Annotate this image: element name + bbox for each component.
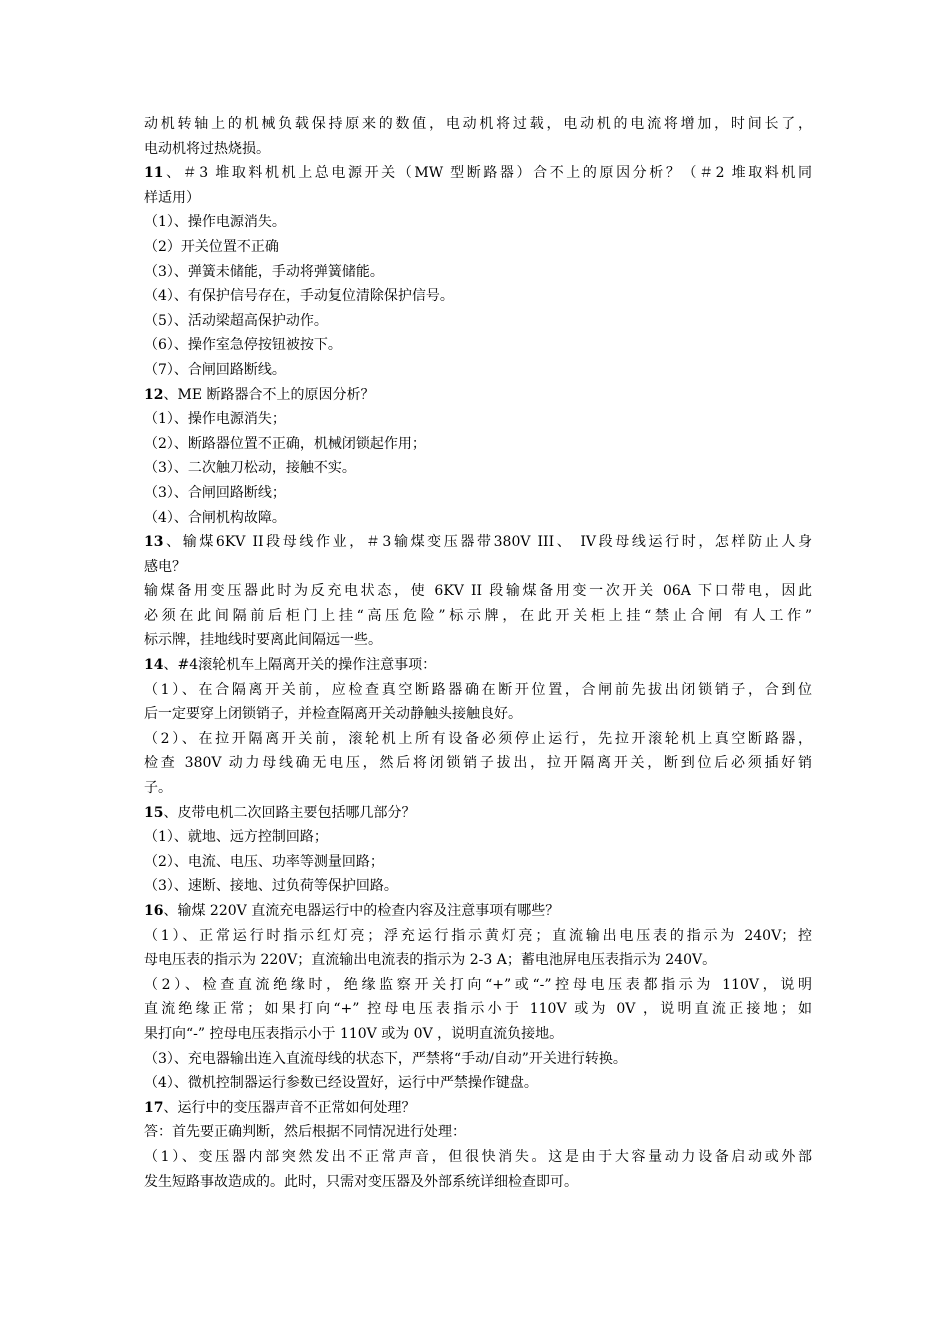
list-item: （4）、微机控制器运行参数已经设置好，运行中严禁操作键盘。 — [144, 1075, 538, 1092]
answer-intro: 答：首先要正确判断，然后根据不同情况进行处理： — [144, 1124, 466, 1141]
list-item: （2）、在拉开隔离开关前，滚轮机上所有设备必须停止运行，先拉开滚轮机上真空断路器， — [144, 730, 812, 747]
list-item: （2）、检查直流绝缘时，绝缘监察开关打向“+”或“-”控母电压表都指示为 110V，说明 — [144, 976, 812, 993]
text-line: 检查 380V 动力母线确无电压，然后将闭锁销子拔出，拉开隔离开关，断到位后必须插好销 — [144, 755, 812, 772]
list-item: （3）、速断、接地、过负荷等保护回路。 — [144, 878, 398, 895]
text-line: 标示牌，挂地线时要离此间隔远一些。 — [144, 632, 382, 649]
text-line: 输煤备用变压器此时为反充电状态，使 6KV II 段输煤备用变一次开关 06A 下口带电，因此 — [144, 583, 812, 600]
text-line: 感电？ — [144, 558, 186, 575]
list-item: （3）、合闸回路断线； — [144, 484, 286, 501]
question-heading-14: 14、#4滚轮机车上隔离开关的操作注意事项： — [144, 657, 437, 674]
text-line: 动机转轴上的机械负载保持原来的数值，电动机将过载，电动机的电流将增加，时间长了， — [144, 116, 812, 132]
question-heading-16: 16、输煤 220V 直流充电器运行中的检查内容及注意事项有哪些？ — [144, 903, 560, 919]
text-line: 样适用） — [144, 189, 200, 206]
list-item: （1）、操作电源消失； — [144, 411, 286, 428]
text-line: 发生短路事故造成的。此时，只需对变压器及外部系统详细检查即可。 — [144, 1173, 578, 1190]
question-heading-17: 17、运行中的变压器声音不正常如何处理？ — [144, 1099, 416, 1116]
list-item: （1）、在合隔离开关前，应检查真空断路器确在断开位置，合闸前先拔出闭锁销子，合到位 — [144, 681, 812, 698]
list-item: （1）、操作电源消失。 — [144, 214, 286, 231]
list-item: （1）、正常运行时指示红灯亮；浮充运行指示黄灯亮；直流输出电压表的指示为 240V；控 — [144, 927, 812, 944]
list-item: （4）、有保护信号存在，手动复位清除保护信号。 — [144, 288, 454, 305]
question-heading-13: 13、输煤6KV II段母线作业，＃3输煤变压器带380V III、 IV段母线运行时，怎样防止人身 — [144, 534, 812, 551]
question-heading-15: 15、皮带电机二次回路主要包括哪几部分？ — [144, 804, 416, 821]
question-heading-12: 12、ME 断路器合不上的原因分析？ — [144, 386, 375, 403]
text-line: 子。 — [144, 780, 172, 797]
list-item: （3）、充电器输出连入直流母线的状态下，严禁将“手动/自动”开关进行转换。 — [144, 1050, 627, 1067]
text-line: 后一定要穿上闭锁销子，并检查隔离开关动静触头接触良好。 — [144, 706, 522, 723]
text-line: 母电压表的指示为 220V；直流输出电流表的指示为 2-3 A；蓄电池屏电压表指示为 240V。 — [144, 952, 717, 969]
question-heading-11: 11、＃3 堆取料机机上总电源开关（MW 型断路器）合不上的原因分析？（＃2 堆取料机同 — [144, 165, 812, 182]
list-item: （7）、合闸回路断线。 — [144, 361, 286, 378]
list-item: （1）、变压器内部突然发出不正常声音，但很快消失。这是由于大容量动力设备启动或外部 — [144, 1148, 812, 1165]
list-item: （2）、断路器位置不正确，机械闭锁起作用； — [144, 435, 426, 452]
list-item: （6）、操作室急停按钮被按下。 — [144, 337, 342, 354]
list-item: （5）、活动梁超高保护动作。 — [144, 312, 328, 329]
text-line: 直流绝缘正常；如果打向“+” 控母电压表指示小于 110V 或为 0V ，说明直流正接地；如 — [144, 1001, 812, 1018]
document-page — [144, 112, 812, 1194]
list-item: （1）、就地、远方控制回路； — [144, 829, 328, 846]
text-line: 电动机将过热烧损。 — [144, 140, 270, 157]
list-item: （4）、合闸机构故障。 — [144, 509, 286, 526]
list-item: （2）开关位置不正确 — [144, 238, 279, 255]
text-line: 果打向“-” 控母电压表指示小于 110V 或为 0V ，说明直流负接地。 — [144, 1025, 564, 1042]
text-line: 必须在此间隔前后柜门上挂“高压危险”标示牌，在此开关柜上挂“禁止合闸 有人工作” — [144, 607, 812, 624]
list-item: （3）、二次触刀松动，接触不实。 — [144, 460, 356, 477]
list-item: （3）、弹簧未储能，手动将弹簧储能。 — [144, 263, 384, 280]
list-item: （2）、电流、电压、功率等测量回路； — [144, 853, 384, 870]
